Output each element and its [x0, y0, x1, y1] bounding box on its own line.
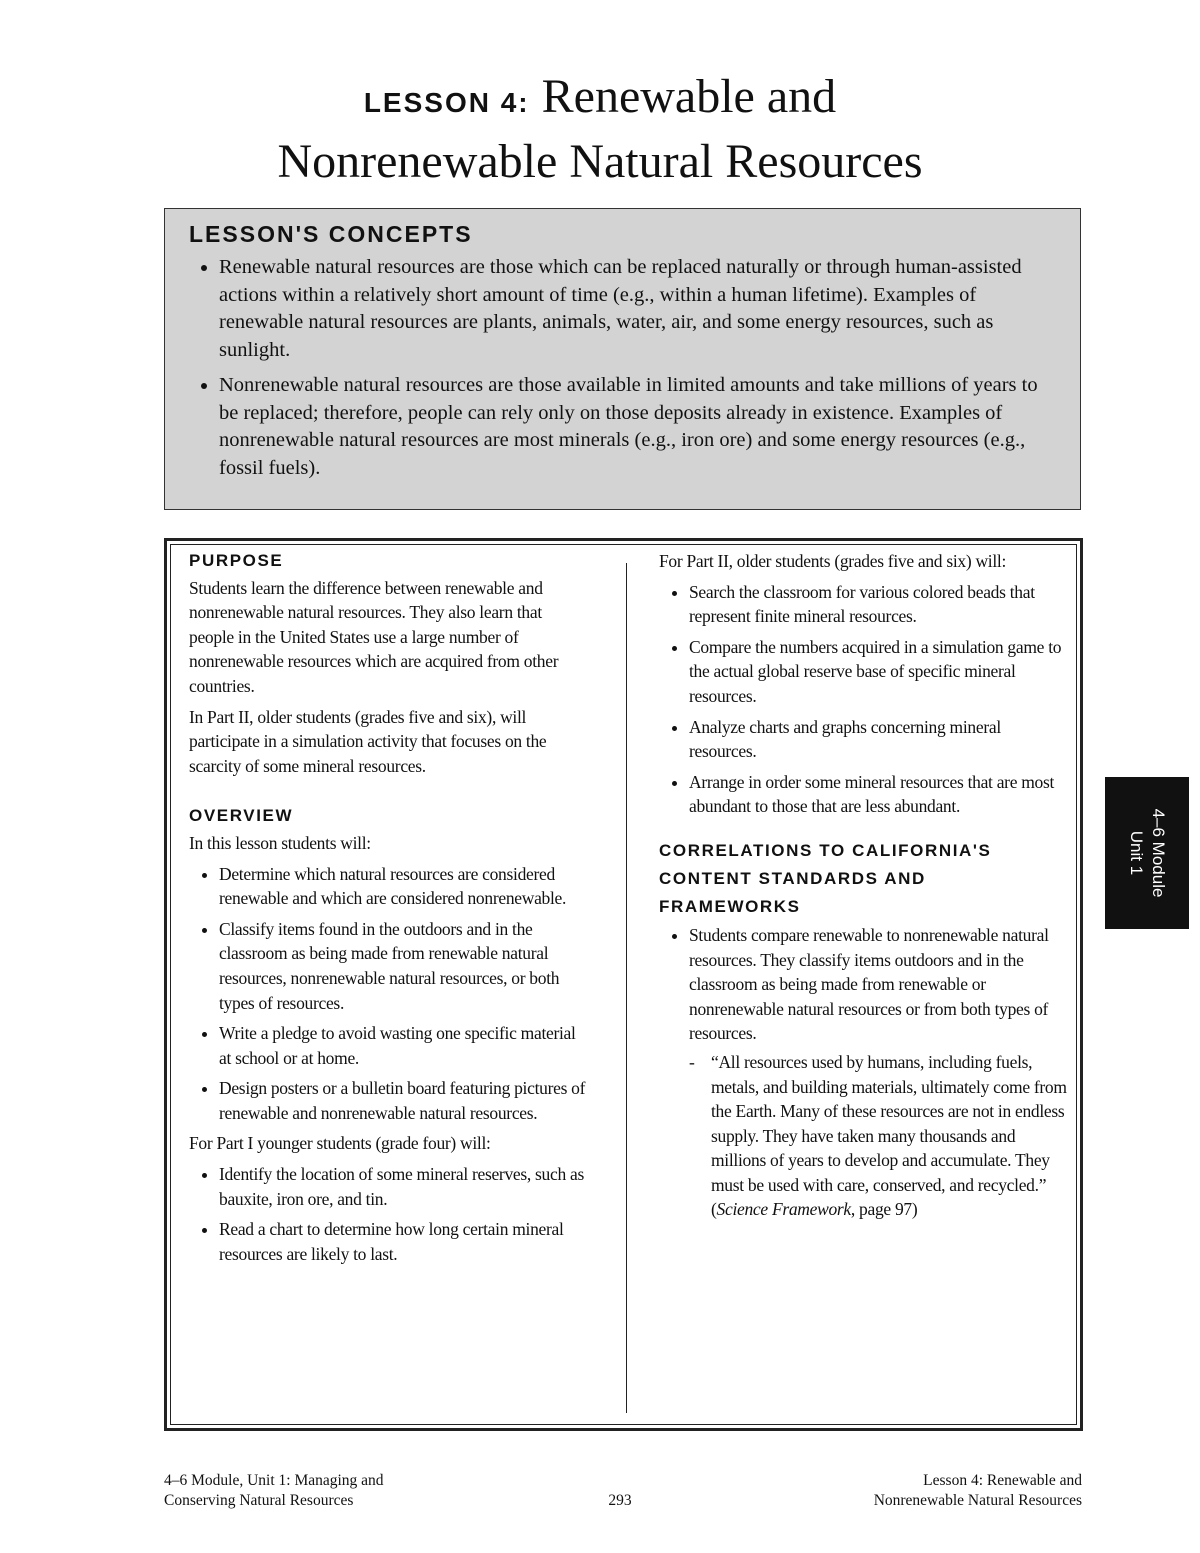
- side-tab-line-2: Unit 1: [1127, 830, 1146, 876]
- quote-text: “All resources used by humans, including fuels, metals, and building materials, ultimately come from the Earth. Many of these resources are not in endless supply. They have taken many thousands and millions of years to develop and accumulate. They must be used with care, conserved, and recycled.”: [711, 1051, 1067, 1195]
- footer-right: [874, 1471, 1082, 1511]
- footer-right-line-1: Lesson 4: Renewable and: [923, 1472, 1082, 1489]
- purpose-paragraph-2: In Part II, older students (grades five and six), will participate in a simulation activity that focuses on the scarcity of some mineral resources.: [189, 706, 547, 776]
- footer-right-line-2: Nonrenewable Natural Resources: [873, 1492, 1082, 1509]
- citation-source: Science Framework: [716, 1199, 851, 1220]
- list-item: • Read a chart to determine how long certain mineral resources are likely to last.: [219, 1217, 589, 1266]
- citation-page: , page 97): [850, 1199, 918, 1220]
- framework-quote: [711, 1050, 1067, 1222]
- part1-list: [189, 1162, 589, 1266]
- side-tab-text: [1125, 809, 1169, 898]
- purpose-heading: PURPOSE: [189, 551, 284, 570]
- citation-open: (: [711, 1199, 717, 1220]
- footer-left-line-2: Conserving Natural Resources: [164, 1492, 354, 1509]
- title-line-2: Nonrenewable Natural Resources: [277, 135, 923, 188]
- list-item: • Write a pledge to avoid wasting one specific material at school or at home.: [219, 1021, 589, 1070]
- overview-list: [189, 862, 589, 1126]
- concepts-heading: LESSON'S CONCEPTS: [189, 221, 473, 247]
- footer-left-line-1: 4–6 Module, Unit 1: Managing and: [164, 1472, 384, 1489]
- concept-item: • Nonrenewable natural resources are those available in limited amounts and take millions of years to be replaced; therefore, people can rely only on those deposits already in existence. Examples of nonrenewable natural resources are most minerals (e.g., iron ore) and some energy resources (e.g., fossil fuels).: [219, 372, 1060, 482]
- lesson-details-box: [164, 538, 1083, 1431]
- overview-intro: In this lesson students will:: [189, 832, 371, 853]
- list-item: • Arrange in order some mineral resources that are most abundant to those that are less abundant.: [689, 770, 1067, 819]
- page-number: 293: [608, 1492, 632, 1509]
- title-text-1: Renewable and: [541, 70, 837, 123]
- concept-item: • Renewable natural resources are those which can be replaced naturally or through human-assisted actions within a relatively short amount of time (e.g., within a human lifetime). Examples of renewable natural resources are plants, animals, water, air, and some energy resources, such as sunlight.: [219, 254, 1060, 364]
- list-item: • Search the classroom for various colored beads that represent finite mineral resources.: [689, 580, 1067, 629]
- list-item: • Compare the numbers acquired in a simulation game to the actual global reserve base of specific mineral resources.: [689, 635, 1067, 709]
- footer-left: [164, 1471, 384, 1511]
- list-item: [689, 923, 1067, 1222]
- list-item: • Determine which natural resources are considered renewable and which are considered nonrenewable.: [219, 862, 589, 911]
- lesson-number: LESSON 4:: [363, 87, 530, 118]
- part2-list: [659, 580, 1067, 819]
- lessons-concepts-box: [164, 208, 1081, 510]
- list-item: • Identify the location of some mineral reserves, such as bauxite, iron ore, and tin.: [219, 1162, 589, 1211]
- purpose-paragraph-1: Students learn the difference between renewable and nonrenewable natural resources. They also learn that people in the United States use a large number of nonrenewable resources which are acquired from other countries.: [189, 577, 559, 696]
- side-tab-line-1: 4–6 Module: [1149, 808, 1168, 898]
- correlations-list: [659, 923, 1067, 1222]
- quote-list: [689, 1050, 1067, 1222]
- module-side-tab: [1105, 777, 1189, 929]
- correlation-text: Students compare renewable to nonrenewable natural resources. They classify items outdoors and in the classroom as being made from renewable or nonrenewable natural resources or from both types of resources.: [689, 924, 1049, 1044]
- concepts-list: [189, 254, 1060, 482]
- right-column: [659, 549, 1067, 1228]
- part1-intro: For Part I younger students (grade four) will:: [189, 1133, 491, 1154]
- list-item: • Design posters or a bulletin board featuring pictures of renewable and nonrenewable natural resources.: [219, 1076, 589, 1125]
- overview-heading: OVERVIEW: [189, 806, 294, 826]
- left-column: [189, 549, 589, 1272]
- lesson-title: [0, 70, 1200, 189]
- title-line-1: [0, 70, 1200, 135]
- correlations-heading: CORRELATIONS TO CALIFORNIA'S CONTENT STANDARDS AND FRAMEWORKS: [659, 840, 992, 916]
- list-item: • Analyze charts and graphs concerning mineral resources.: [689, 715, 1067, 764]
- column-divider: [626, 563, 627, 1413]
- list-item: • Classify items found in the outdoors and in the classroom as being made from renewable natural resources, nonrenewable natural resources, or both types of resources.: [219, 917, 589, 1015]
- part2-intro: For Part II, older students (grades five and six) will:: [659, 551, 1007, 571]
